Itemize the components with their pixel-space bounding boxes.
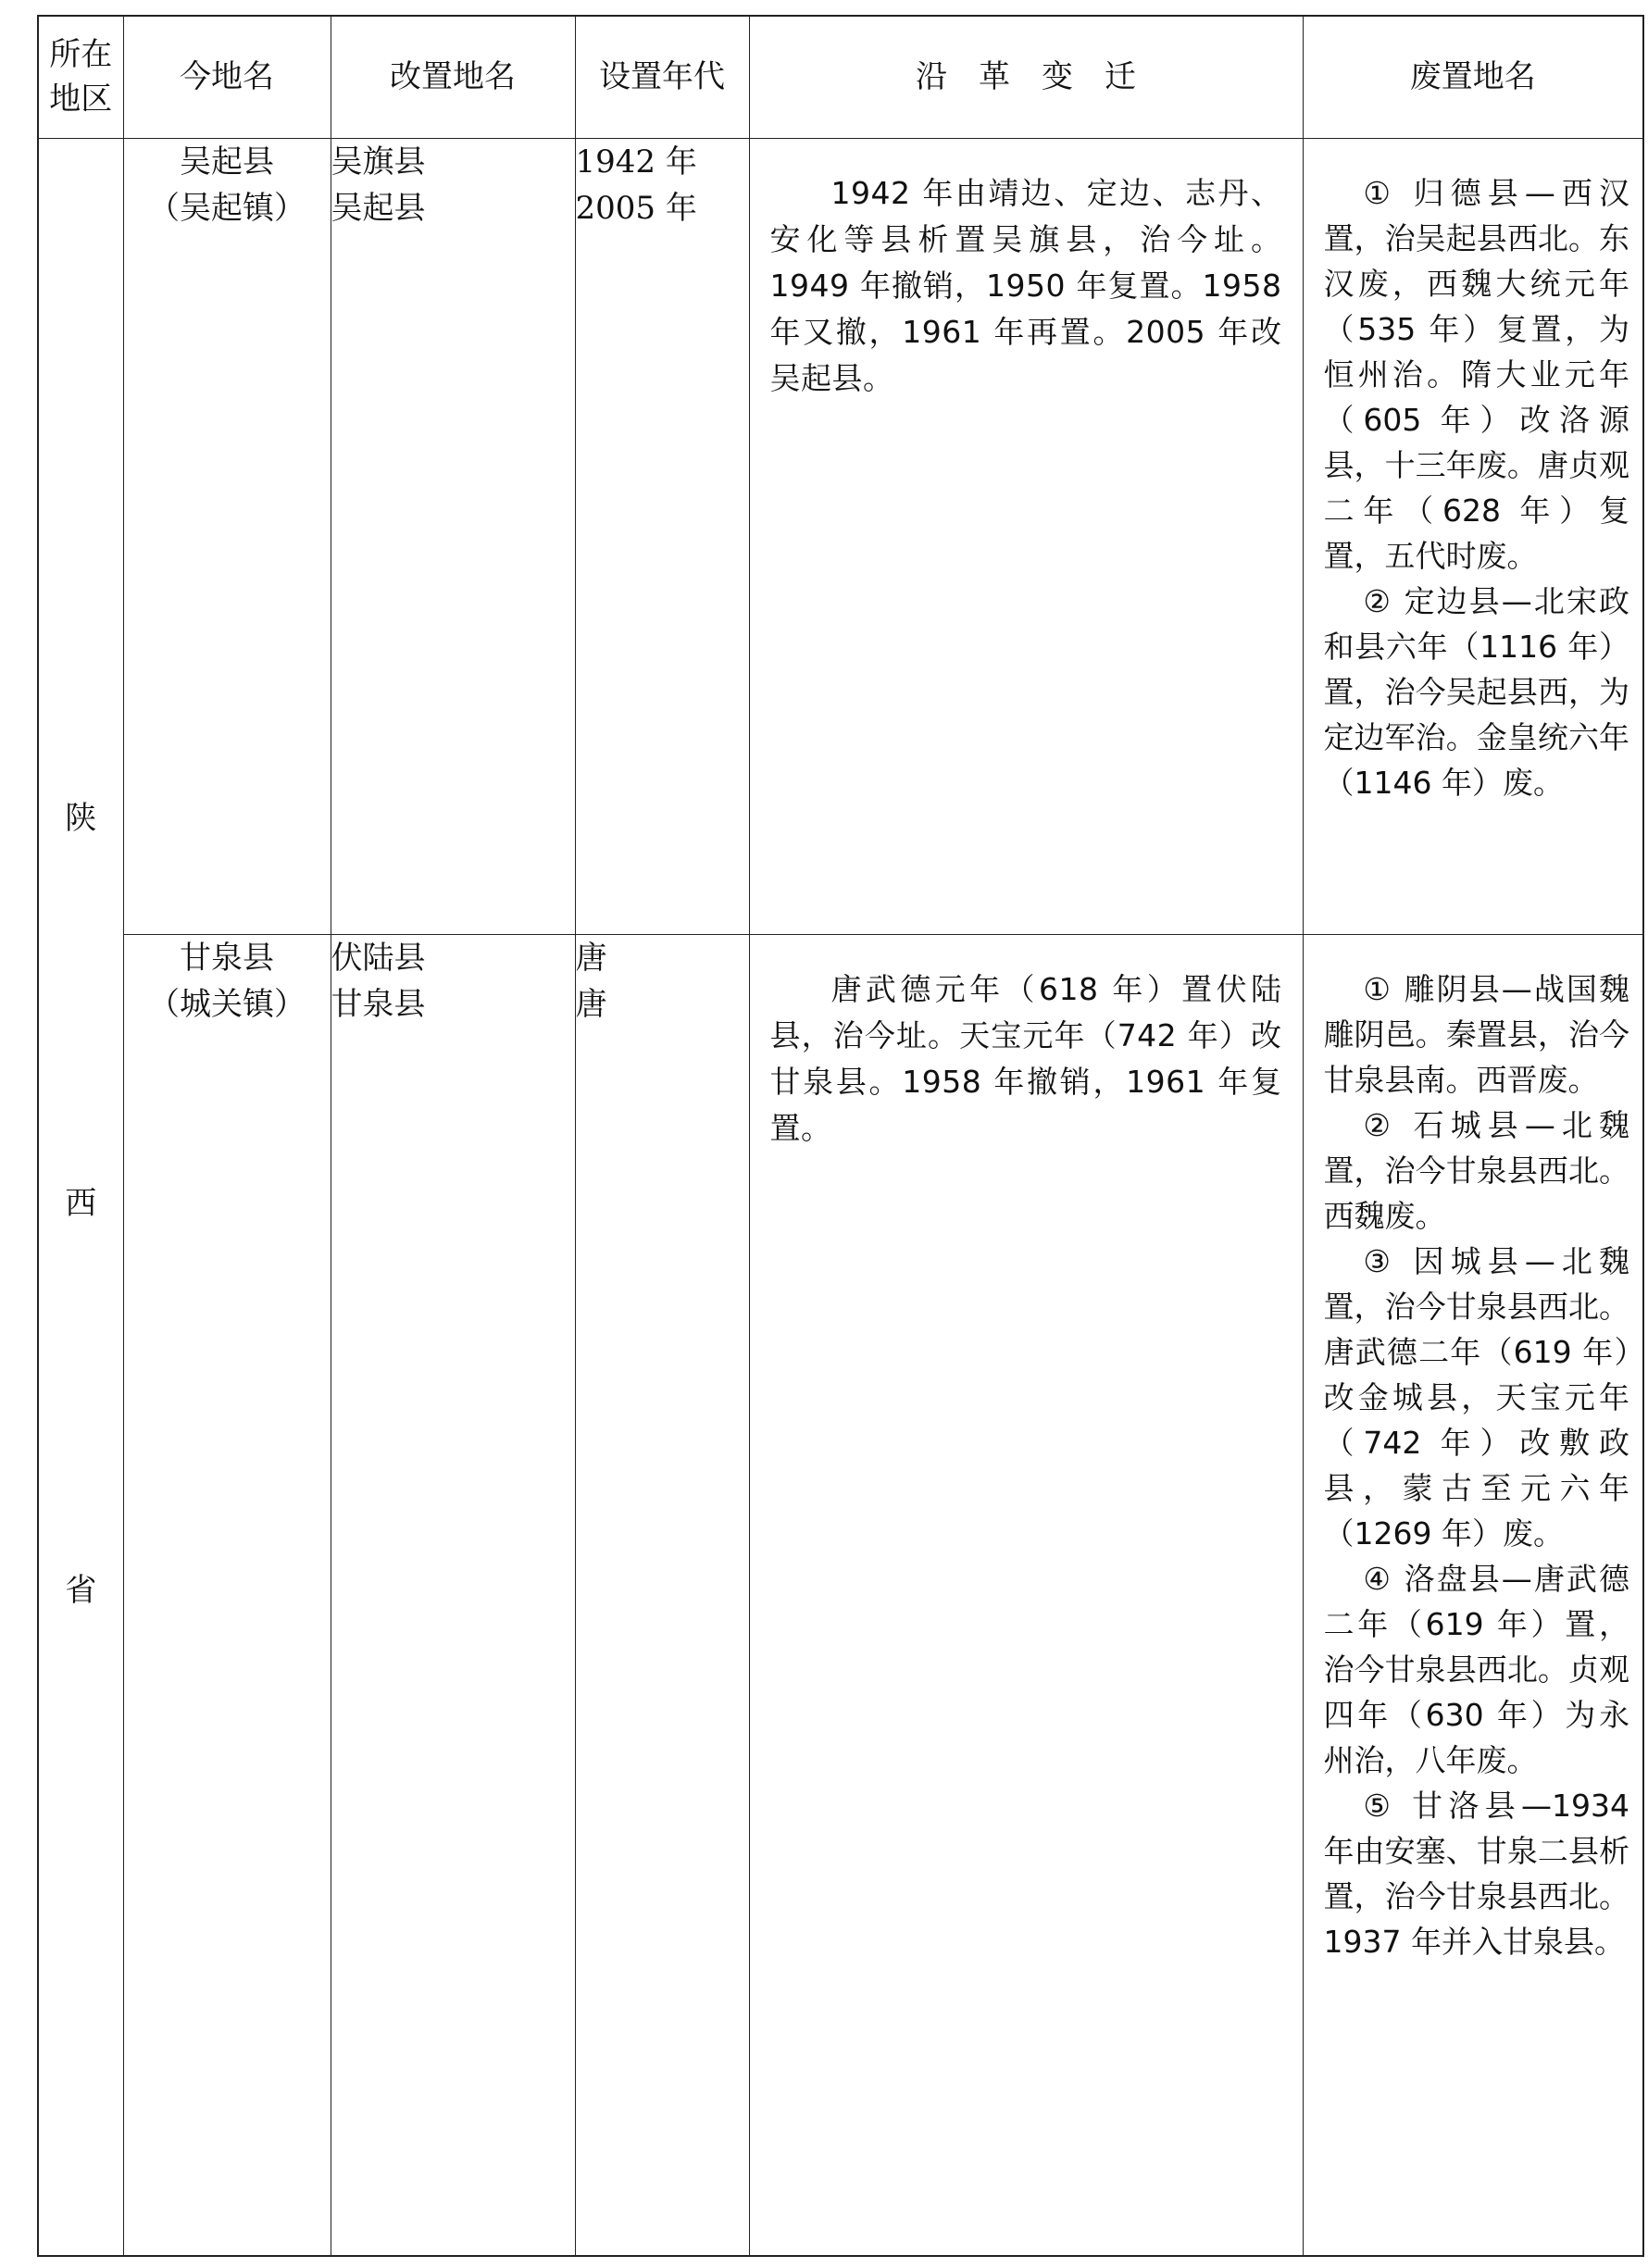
current-name: 甘泉县 — [180, 939, 274, 977]
region-char-2: 西 — [65, 1184, 97, 1222]
header-year: 设置年代 — [575, 16, 749, 138]
year-cell — [575, 138, 749, 934]
table-row-wuqi — [38, 138, 1643, 934]
current-name-cell — [123, 138, 331, 934]
admin-history-table — [37, 15, 1644, 2257]
abolished-list — [1304, 935, 1643, 1964]
renamed-cell — [331, 138, 575, 934]
current-name: 吴起县 — [180, 143, 274, 181]
region-char-3: 省 — [65, 1571, 97, 1609]
header-region-line1: 所在 — [49, 36, 113, 74]
header-region — [38, 16, 123, 138]
header-current-name: 今地名 — [123, 16, 331, 138]
current-town: （城关镇） — [148, 985, 306, 1023]
history-cell — [749, 138, 1303, 934]
abolished-item: ② 石城县—北魏置，治今甘泉县西北。西魏废。 — [1323, 1106, 1629, 1234]
header-row — [38, 16, 1643, 138]
header-abolished: 废置地名 — [1303, 16, 1643, 138]
header-region-line2: 地区 — [49, 81, 113, 118]
current-name-cell — [123, 934, 331, 2256]
abolished-item: ④ 洛盘县—唐武德二年（619 年）置，治今甘泉县西北。贞观四年（630 年）为永州治，八年废。 — [1323, 1560, 1629, 1778]
abolished-item: ② 定边县—北宋政和县六年（1116 年）置，治今吴起县西，为定边军治。金皇统六年（1146 年）废。 — [1323, 582, 1629, 801]
abolished-item: ① 雕阴县—战国魏雕阴邑。秦置县，治今甘泉县南。西晋废。 — [1323, 970, 1629, 1098]
abolished-item: ① 归德县—西汉置，治吴起县西北。东汉废，西魏大统元年（535 年）复置，为恒州治。隋大业元年（605 年）改洛源县，十三年废。唐贞观二年（628 年）复置，五代时废。 — [1323, 174, 1629, 574]
renamed-name-2: 甘泉县 — [331, 985, 426, 1023]
year-cell — [575, 934, 749, 2256]
history-text: 1942 年由靖边、定边、志丹、安化等县析置吴旗县，治今址。1949 年撤销，1950 年复置。1958 年又撤，1961 年再置。2005 年改吴起县。 — [769, 174, 1282, 396]
year-2: 2005 年 — [575, 189, 697, 227]
year-1: 1942 年 — [575, 143, 697, 181]
header-history: 沿 革 变 迁 — [749, 16, 1303, 138]
current-town: （吴起镇） — [148, 189, 306, 227]
year-1: 唐 — [575, 939, 607, 977]
year-2: 唐 — [575, 985, 607, 1023]
abolished-item: ⑤ 甘洛县—1934 年由安塞、甘泉二县析置，治今甘泉县西北。1937 年并入甘泉县。 — [1323, 1787, 1629, 1960]
history-cell — [749, 934, 1303, 2256]
header-renamed: 改置地名 — [331, 16, 575, 138]
history-text: 唐武德元年（618 年）置伏陆县，治今址。天宝元年（742 年）改甘泉县。1958 年撤销，1961 年复置。 — [769, 970, 1282, 1146]
region-cell — [38, 138, 123, 2256]
table-row-ganquan — [38, 934, 1643, 2256]
renamed-name-1: 吴旗县 — [331, 143, 426, 181]
renamed-name-1: 伏陆县 — [331, 939, 426, 977]
renamed-name-2: 吴起县 — [331, 189, 426, 227]
abolished-list — [1304, 139, 1643, 805]
abolished-cell — [1303, 934, 1643, 2256]
region-char-1: 陕 — [65, 799, 97, 837]
abolished-item: ③ 因城县—北魏置，治今甘泉县西北。唐武德二年（619 年）改金城县，天宝元年（742 年）改敷政县，蒙古至元六年（1269 年）废。 — [1323, 1242, 1629, 1551]
abolished-cell — [1303, 138, 1643, 934]
renamed-cell — [331, 934, 575, 2256]
